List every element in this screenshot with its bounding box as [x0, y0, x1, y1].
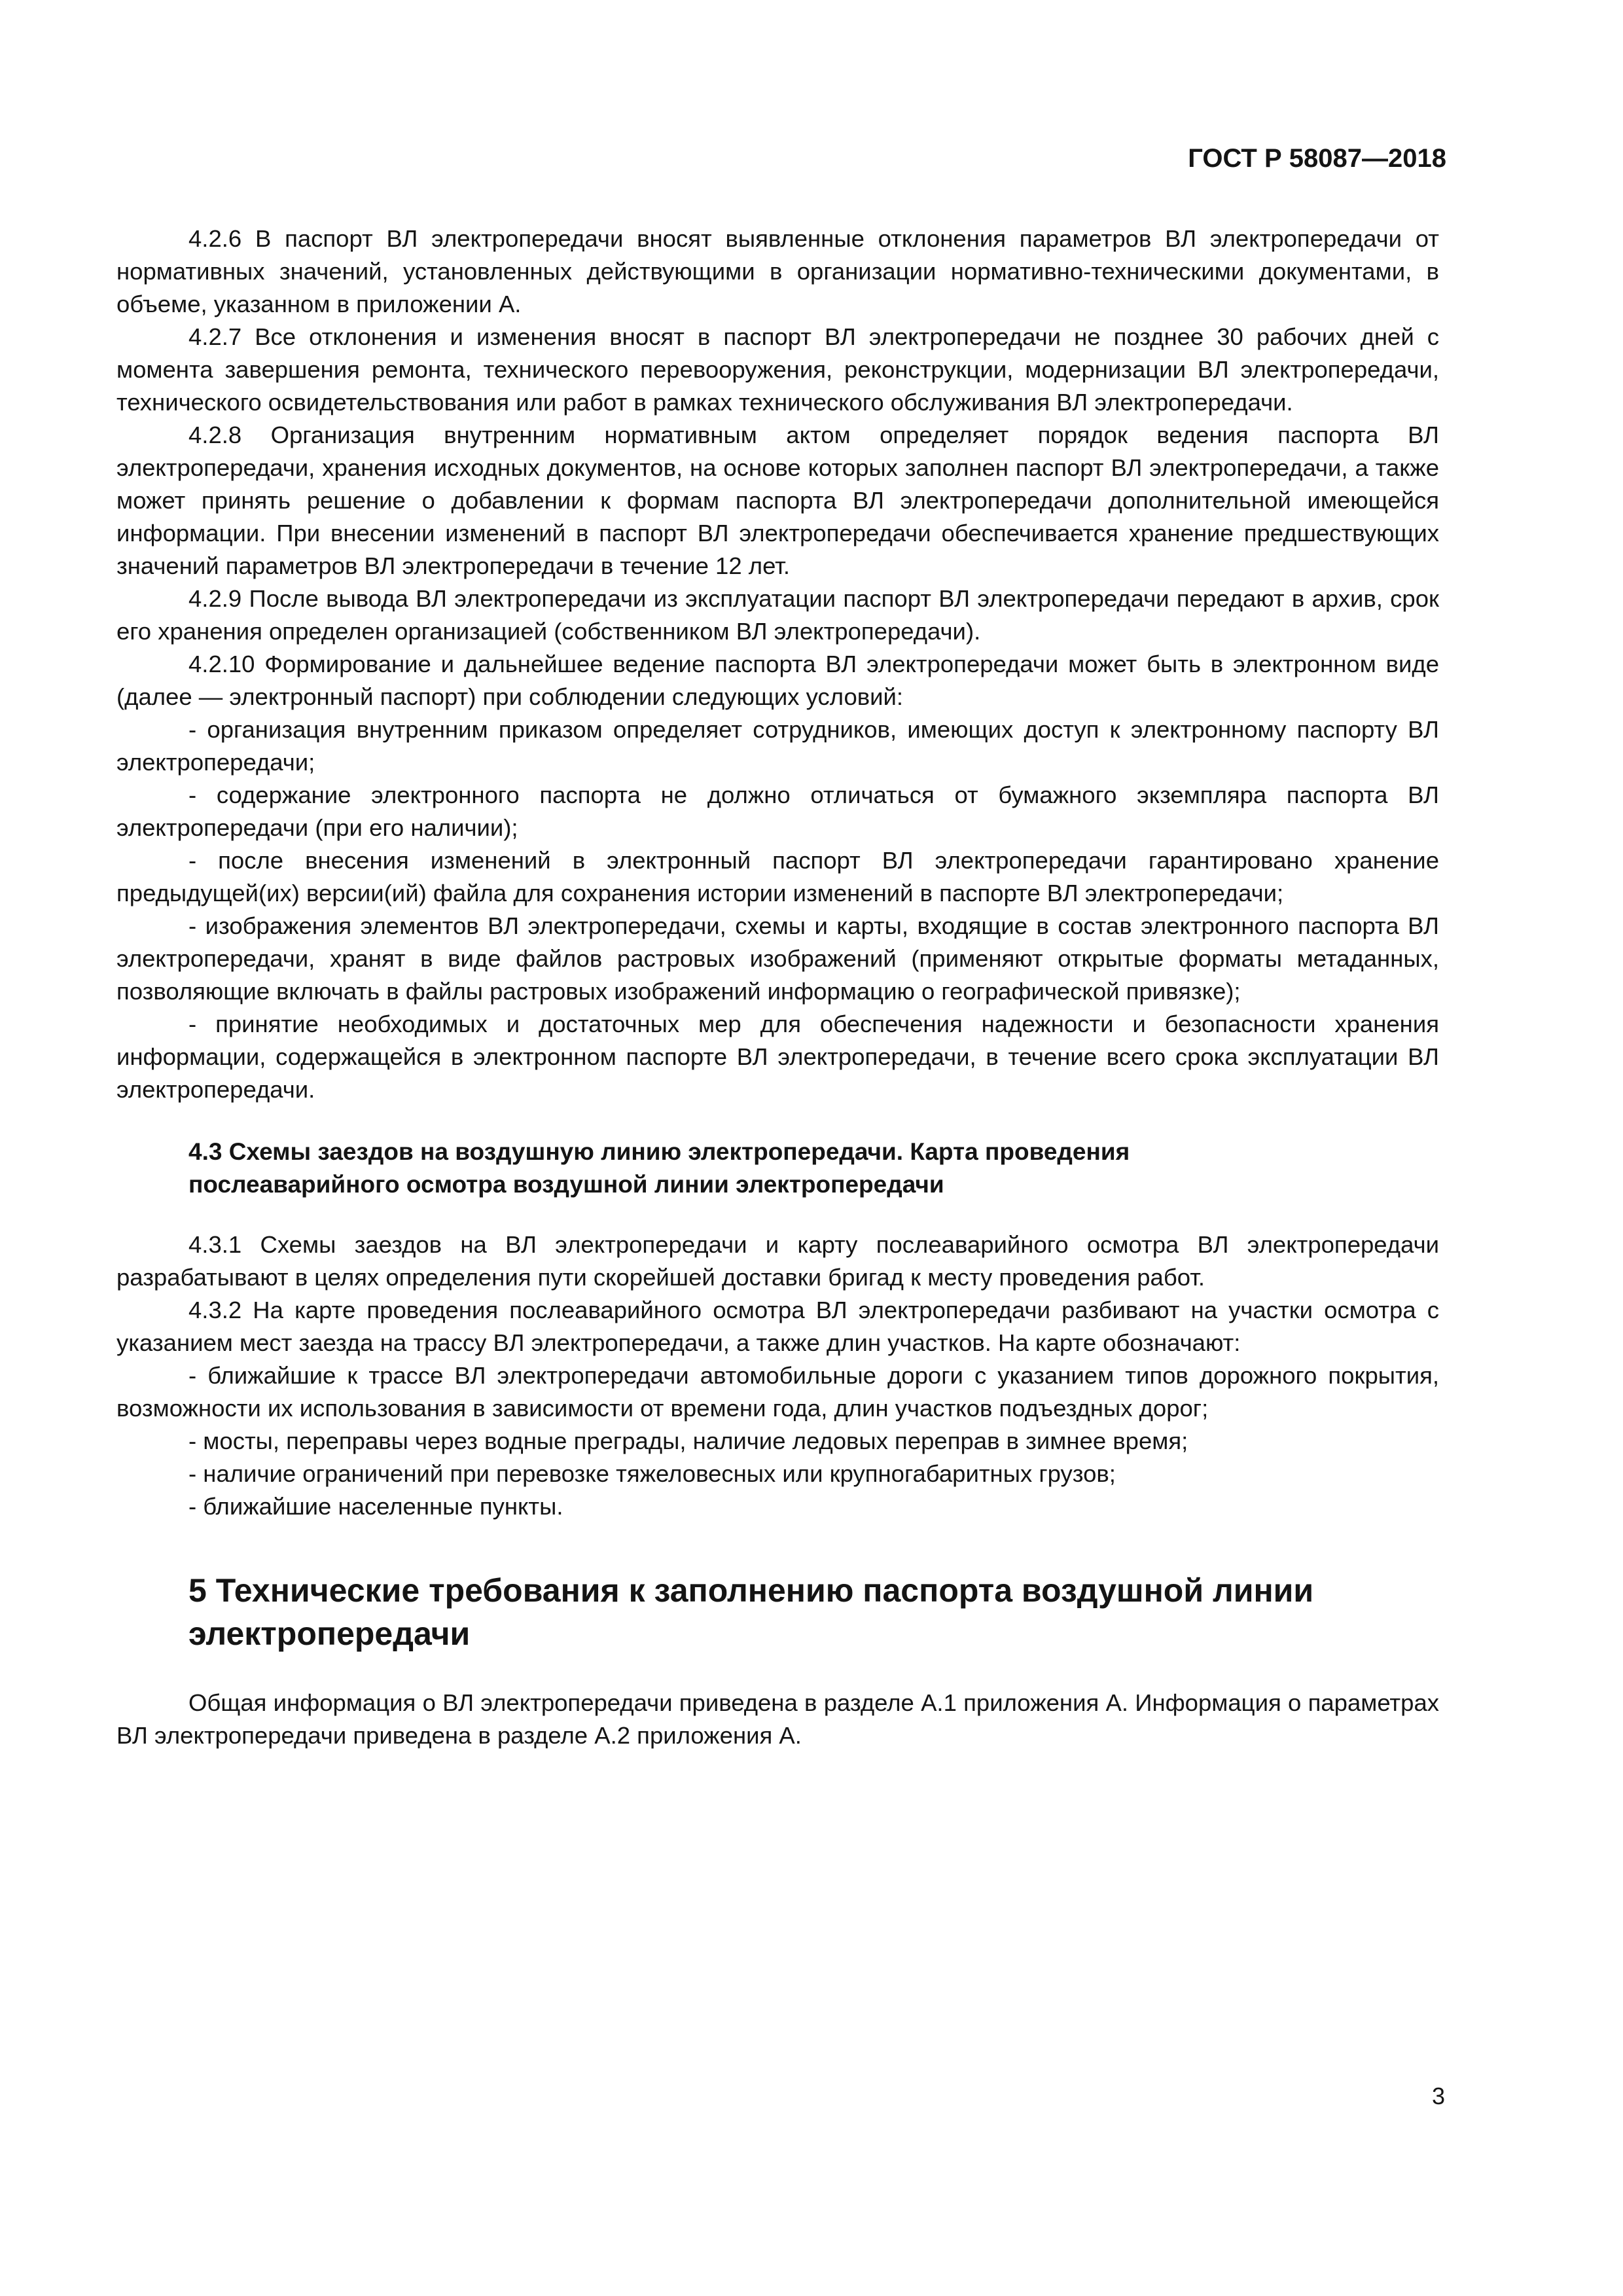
list-item-4-2-10: - организация внутренним приказом определяет сотрудников, имеющих доступ к электронному паспорту ВЛ электропередачи;	[116, 716, 1439, 776]
subsection-heading-line-1: 4.3 Схемы заездов на воздушную линию электропередачи. Карта проведения	[188, 1138, 1130, 1165]
page-number: 3	[1431, 2083, 1445, 2109]
paragraph-4-2-6: 4.2.6 В паспорт ВЛ электропередачи вносят выявленные отклонения параметров ВЛ электропередачи от нормативных значений, установленных действующими в организации нормативно-техническими документами, в объеме, указанном в приложении А.	[116, 225, 1439, 317]
section-5-title: 5 Технические требования к заполнению паспорта воздушной линии электропередачи	[188, 1572, 1314, 1652]
paragraph-4-3-1: 4.3.1 Схемы заездов на ВЛ электропередачи и карту послеаварийного осмотра ВЛ электропередачи разрабатывают в целях определения пути скорейшей доставки бригад к месту проведения работ.	[116, 1231, 1439, 1291]
page-content	[116, 223, 1439, 1752]
paragraph-4-2-9: 4.2.9 После вывода ВЛ электропередачи из эксплуатации паспорт ВЛ электропередачи передают в архив, срок его хранения определен организацией (собственником ВЛ электропередачи).	[116, 585, 1439, 645]
list-item-4-3-2: - наличие ограничений при перевозке тяжеловесных или крупногабаритных грузов;	[188, 1460, 1116, 1487]
list-item-4-3-2: - ближайшие к трассе ВЛ электропередачи автомобильные дороги с указанием типов дорожного покрытия, возможности их использования в зависимости от времени года, длин участков подъездных дорог;	[116, 1362, 1439, 1422]
subsection-heading-line-2: послеаварийного осмотра воздушной линии электропередачи	[188, 1171, 944, 1198]
document-code: ГОСТ Р 58087—2018	[1188, 144, 1446, 173]
list-item-4-2-10: - изображения элементов ВЛ электропередачи, схемы и карты, входящие в состав электронного паспорта ВЛ электропередачи, хранят в виде файлов растровых изображений (применяют открытые форматы метаданных, позволяющие включать в файлы растровых изображений информацию о географической привязке);	[116, 912, 1439, 1005]
list-item-4-3-2: - ближайшие населенные пункты.	[188, 1493, 563, 1520]
paragraph-4-2-7: 4.2.7 Все отклонения и изменения вносят в паспорт ВЛ электропередачи не позднее 30 рабочих дней с момента завершения ремонта, технического перевооружения, реконструкции, модернизации ВЛ электропередачи, технического освидетельствования или работ в рамках технического обслуживания ВЛ электропередачи.	[116, 323, 1439, 416]
list-item-4-2-10: - содержание электронного паспорта не должно отличаться от бумажного экземпляра паспорта ВЛ электропередачи (при его наличии);	[116, 781, 1439, 841]
subsection-heading-4-3	[116, 1136, 1439, 1201]
paragraph-4-3-2: 4.3.2 На карте проведения послеаварийного осмотра ВЛ электропередачи разбивают на участки осмотра с указанием мест заезда на трассу ВЛ электропередачи, а также длин участков. На карте обозначают:	[116, 1297, 1439, 1356]
list-item-4-3-2: - мосты, переправы через водные преграды, наличие ледовых переправ в зимнее время;	[188, 1427, 1188, 1454]
paragraph-4-2-8: 4.2.8 Организация внутренним нормативным актом определяет порядок ведения паспорта ВЛ электропередачи, хранения исходных документов, на основе которых заполнен паспорт ВЛ электропередачи, а также может принять решение о добавлении к формам паспорта ВЛ электропередачи дополнительной имеющейся информации. При внесении изменений в паспорт ВЛ электропередачи обеспечивается хранение предшествующих значений параметров ВЛ электропередачи в течение 12 лет.	[116, 422, 1439, 579]
list-item-4-2-10: - после внесения изменений в электронный паспорт ВЛ электропередачи гарантировано хранение предыдущей(их) версии(ий) файла для сохранения истории изменений в паспорте ВЛ электропередачи;	[116, 847, 1439, 906]
paragraph-5: Общая информация о ВЛ электропередачи приведена в разделе А.1 приложения А. Информация о параметрах ВЛ электропередачи приведена в разделе А.2 приложения А.	[116, 1689, 1439, 1749]
paragraph-4-2-10: 4.2.10 Формирование и дальнейшее ведение паспорта ВЛ электропередачи может быть в электронном виде (далее — электронный паспорт) при соблюдении следующих условий:	[116, 651, 1439, 710]
list-item-4-2-10: - принятие необходимых и достаточных мер для обеспечения надежности и безопасности хранения информации, содержащейся в электронном паспорте ВЛ электропередачи, в течение всего срока эксплуатации ВЛ электропередачи.	[116, 1011, 1439, 1103]
